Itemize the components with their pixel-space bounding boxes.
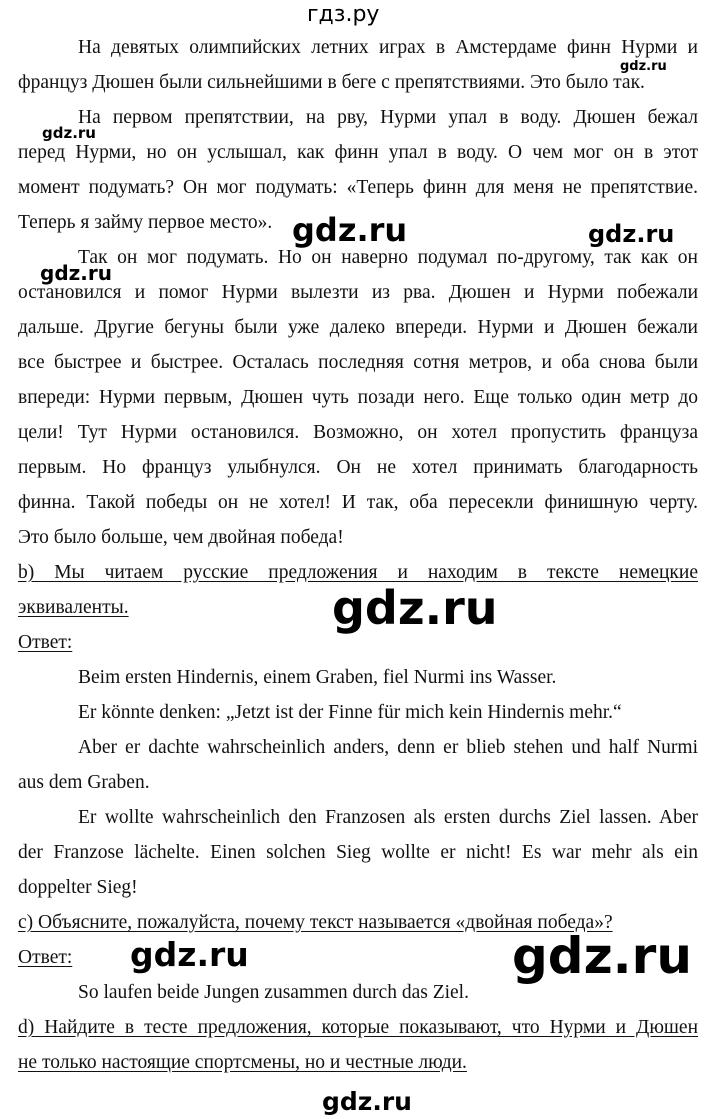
task-d-question-line-2: не только настоящие спортсмены, но и честные люди. xyxy=(18,1052,467,1073)
paragraph-3-line-3: дальше. Другие бегуны были уже далеко впереди. Нурми и Дюшен бежали xyxy=(18,317,698,338)
paragraph-2-line-1: На первом препятствии, на рву, Нурми упал в воду. Дюшен бежал xyxy=(78,107,698,128)
paragraph-2-line-3: момент подумать? Он мог подумать: «Теперь финн для меня не препятствие. xyxy=(18,177,698,198)
paragraph-2-line-4: Теперь я займу первое место». xyxy=(18,212,273,233)
watermark-left-2: gdz.ru xyxy=(40,261,112,285)
paragraph-3-line-2: остановился и помог Нурми вылезти из рва. Дюшен и Нурми побежали xyxy=(18,282,698,303)
task-c-answer: So laufen beide Jungen zusammen durch das Ziel. xyxy=(78,982,469,1003)
paragraph-3-line-7: первым. Но француз улыбнулся. Он не хотел принимать благодарность xyxy=(18,457,698,478)
task-c-answer-label: Ответ: xyxy=(18,947,73,968)
paragraph-1-line-2: француз Дюшен были сильнейшими в беге с препятствиями. Это было так. xyxy=(18,72,645,93)
paragraph-3-line-9: Это было больше, чем двойная победа! xyxy=(18,527,344,548)
task-b-answer-4: Er wollte wahrscheinlich den Franzosen als ersten durchs Ziel lassen. Aber xyxy=(78,807,698,828)
task-d-question-line-1: d) Найдите в тесте предложения, которые показывают, что Нурми и Дюшен xyxy=(18,1017,698,1038)
watermark-center-large: gdz.ru xyxy=(332,581,498,635)
paragraph-3-line-8: финна. Такой победы он не хотел! И так, оба пересекли финишную черту. xyxy=(18,492,698,513)
watermark-small-top: gdz.ru xyxy=(620,59,667,74)
task-b-answer-4-end: doppelter Sieg! xyxy=(18,877,138,898)
paragraph-3-line-4: все быстрее и быстрее. Осталась последняя сотня метров, и оба снова были xyxy=(18,352,698,373)
task-b-answer-1: Beim ersten Hindernis, einem Graben, fiel Nurmi ins Wasser. xyxy=(78,667,557,688)
paragraph-3-line-6: цели! Тут Нурми остановился. Возможно, он хотел пропустить француза xyxy=(18,422,698,443)
watermark-center-1: gdz.ru xyxy=(292,211,408,249)
task-b-answer-3: Aber er dachte wahrscheinlich anders, denn er blieb stehen und half Nurmi xyxy=(78,737,698,758)
task-b-answer-4-cont: der Franzose lächelte. Einen solchen Sieg wollte er nicht! Es war mehr als ein xyxy=(18,842,698,863)
site-header: гдз.ру xyxy=(307,2,380,27)
paragraph-1-line-1: На девятых олимпийских летних играх в Амстердаме финн Нурми и xyxy=(78,37,698,58)
task-b-question-line-1: b) Мы читаем русские предложения и находим в тексте немецкие xyxy=(18,562,698,583)
watermark-left-1: gdz.ru xyxy=(42,124,96,142)
watermark-bottom: gdz.ru xyxy=(322,1087,412,1116)
watermark-left-3: gdz.ru xyxy=(130,935,249,974)
paragraph-2-line-2: перед Нурми, но он услышал, как финн упал в воду. О чем мог он в этот xyxy=(18,142,698,163)
watermark-right-1: gdz.ru xyxy=(588,220,675,248)
task-b-answer-label: Ответ: xyxy=(18,632,73,653)
task-c-question: с) Объясните, пожалуйста, почему текст называется «двойная победа»? xyxy=(18,912,613,933)
task-b-question-line-2: эквиваленты. xyxy=(18,597,129,618)
task-b-answer-2: Er könnte denken: „Jetzt ist der Finne für mich kein Hindernis mehr.“ xyxy=(78,702,622,723)
watermark-right-large: gdz.ru xyxy=(512,927,692,985)
task-b-answer-3-cont: aus dem Graben. xyxy=(18,772,150,793)
paragraph-3-line-5: впереди: Нурми первым, Дюшен чуть позади него. Еще только один метр до xyxy=(18,387,698,408)
paragraph-3-line-1: Так он мог подумать. Но он наверно подумал по-другому, так как он xyxy=(78,247,698,268)
